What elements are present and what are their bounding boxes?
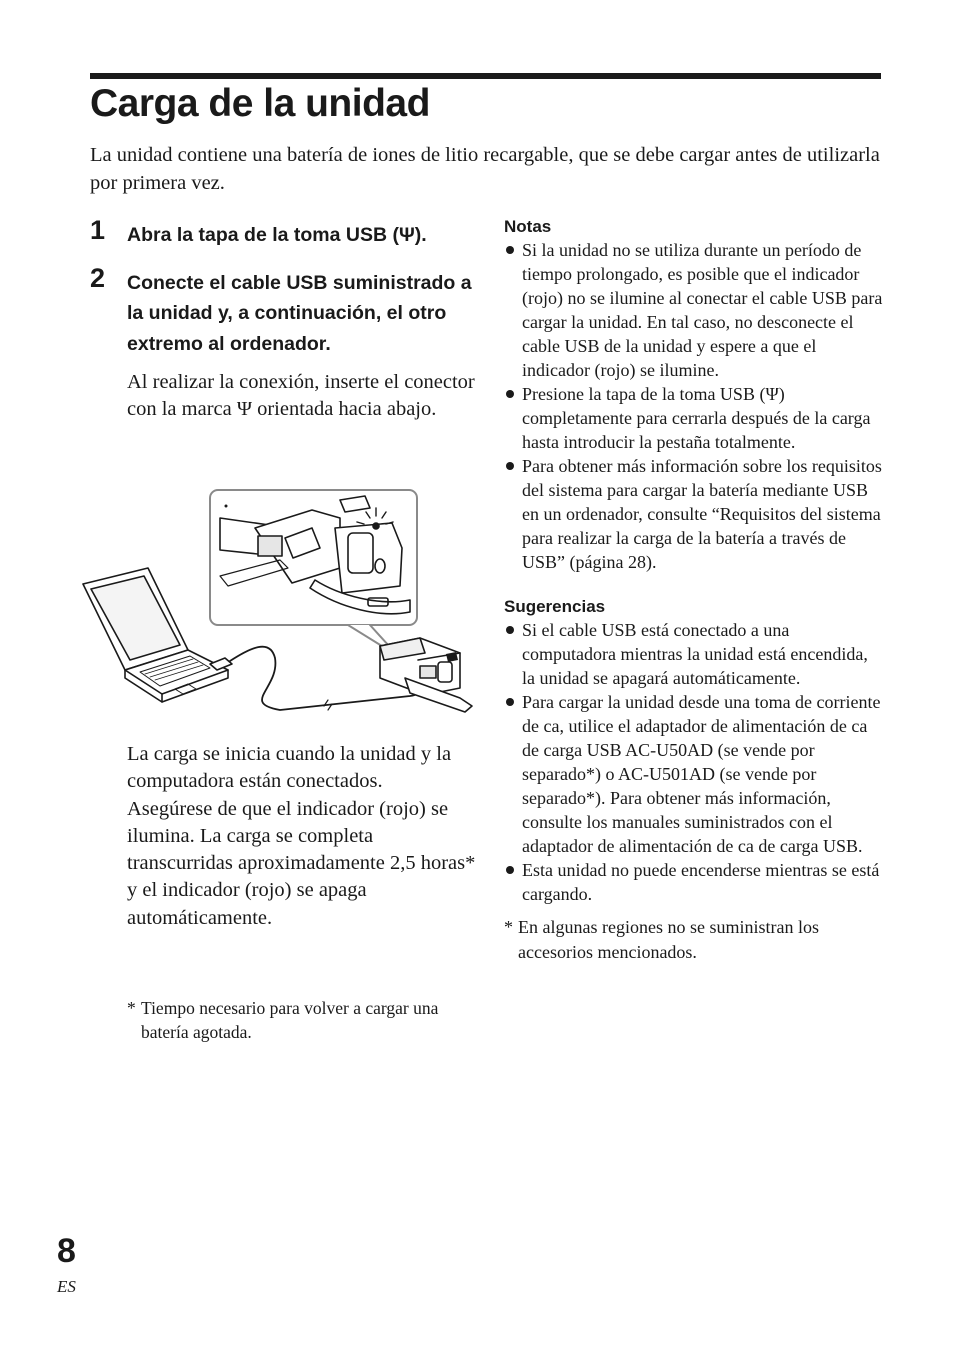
steps-column xyxy=(90,216,480,424)
tips-heading: Sugerencias xyxy=(504,597,606,616)
charging-indicator-text: Asegúrese de que el indicador (rojo) se ilumina. La carga se completa transcurridas aproximadamente 2,5 horas* y el indicador (rojo) se apaga automáticamente. xyxy=(127,797,476,929)
notes-heading: Notas xyxy=(504,217,552,236)
device-icon xyxy=(380,638,472,712)
charging-start-text: La carga se inicia cuando la unidad y la computadora están conectados. xyxy=(127,743,452,793)
left-footnote xyxy=(127,996,472,1044)
tips-list xyxy=(504,618,884,906)
page-title: Carga de la unidad xyxy=(90,82,430,125)
list-item: Para cargar la unidad desde una toma de corriente de ca, utilice el adaptador de alimentación de ca de carga USB AC-U50AD (se vende por separado*) o AC-U501AD (se vende por separado*). Para obtener más información, consulte los manuales suministrados con el adaptador de alimentación de ca de carga USB. xyxy=(504,690,884,858)
right-footnote-text: En algunas regiones no se suministran los accesorios mencionados. xyxy=(518,917,819,962)
step-2-detail: Al realizar la conexión, inserte el conector con la marca Ψ orientada hacia abajo. xyxy=(127,371,475,421)
left-footnote-text: Tiempo necesario para volver a cargar una batería agotada. xyxy=(141,998,439,1042)
step-1-number: 1 xyxy=(90,215,106,245)
charging-explanation xyxy=(127,741,477,932)
step-2 xyxy=(90,262,480,360)
list-item: Para obtener más información sobre los requisitos del sistema para cargar la batería mediante USB en un ordenador, consulte “Requisitos del sistema para realizar la carga de la batería a través de USB” (página 28). xyxy=(504,454,884,574)
right-footnote xyxy=(504,915,884,965)
step-2-number: 2 xyxy=(90,262,106,293)
list-item: Si la unidad no se utiliza durante un período de tiempo prolongado, es posible que el indicador (rojo) no se ilumine al conectar el cable USB para cargar la unidad. En tal caso, no desconecte el cable USB de la unidad y espere a que el indicador (rojo) se ilumine. xyxy=(504,238,884,382)
step-1-text: Abra la tapa de la toma USB (Ψ). xyxy=(127,224,427,246)
notes-column xyxy=(504,215,884,965)
step-2-text: Conecte el cable USB suministrado a la unidad y, a continuación, el otro extremo al ordenador. xyxy=(127,271,472,355)
page-number: 8 xyxy=(57,1232,76,1270)
usb-charging-illustration xyxy=(80,488,480,718)
step-1 xyxy=(90,215,480,251)
notes-list xyxy=(504,238,884,574)
list-item: Si el cable USB está conectado a una computadora mientras la unidad está encendida, la unidad se apagará automáticamente. xyxy=(504,618,884,690)
intro-paragraph: La unidad contiene una batería de iones de litio recargable, que se debe cargar antes de utilizarla por primera vez. xyxy=(90,144,880,194)
list-item: Presione la tapa de la toma USB (Ψ) completamente para cerrarla después de la carga hasta introducir la pestaña totalmente. xyxy=(504,382,884,454)
language-code: ES xyxy=(57,1277,76,1296)
footnote-asterisk: * xyxy=(127,998,136,1018)
title-rule xyxy=(90,73,881,79)
list-item: Esta unidad no puede encenderse mientras se está cargando. xyxy=(504,858,884,906)
footnote-asterisk: * xyxy=(504,917,513,937)
